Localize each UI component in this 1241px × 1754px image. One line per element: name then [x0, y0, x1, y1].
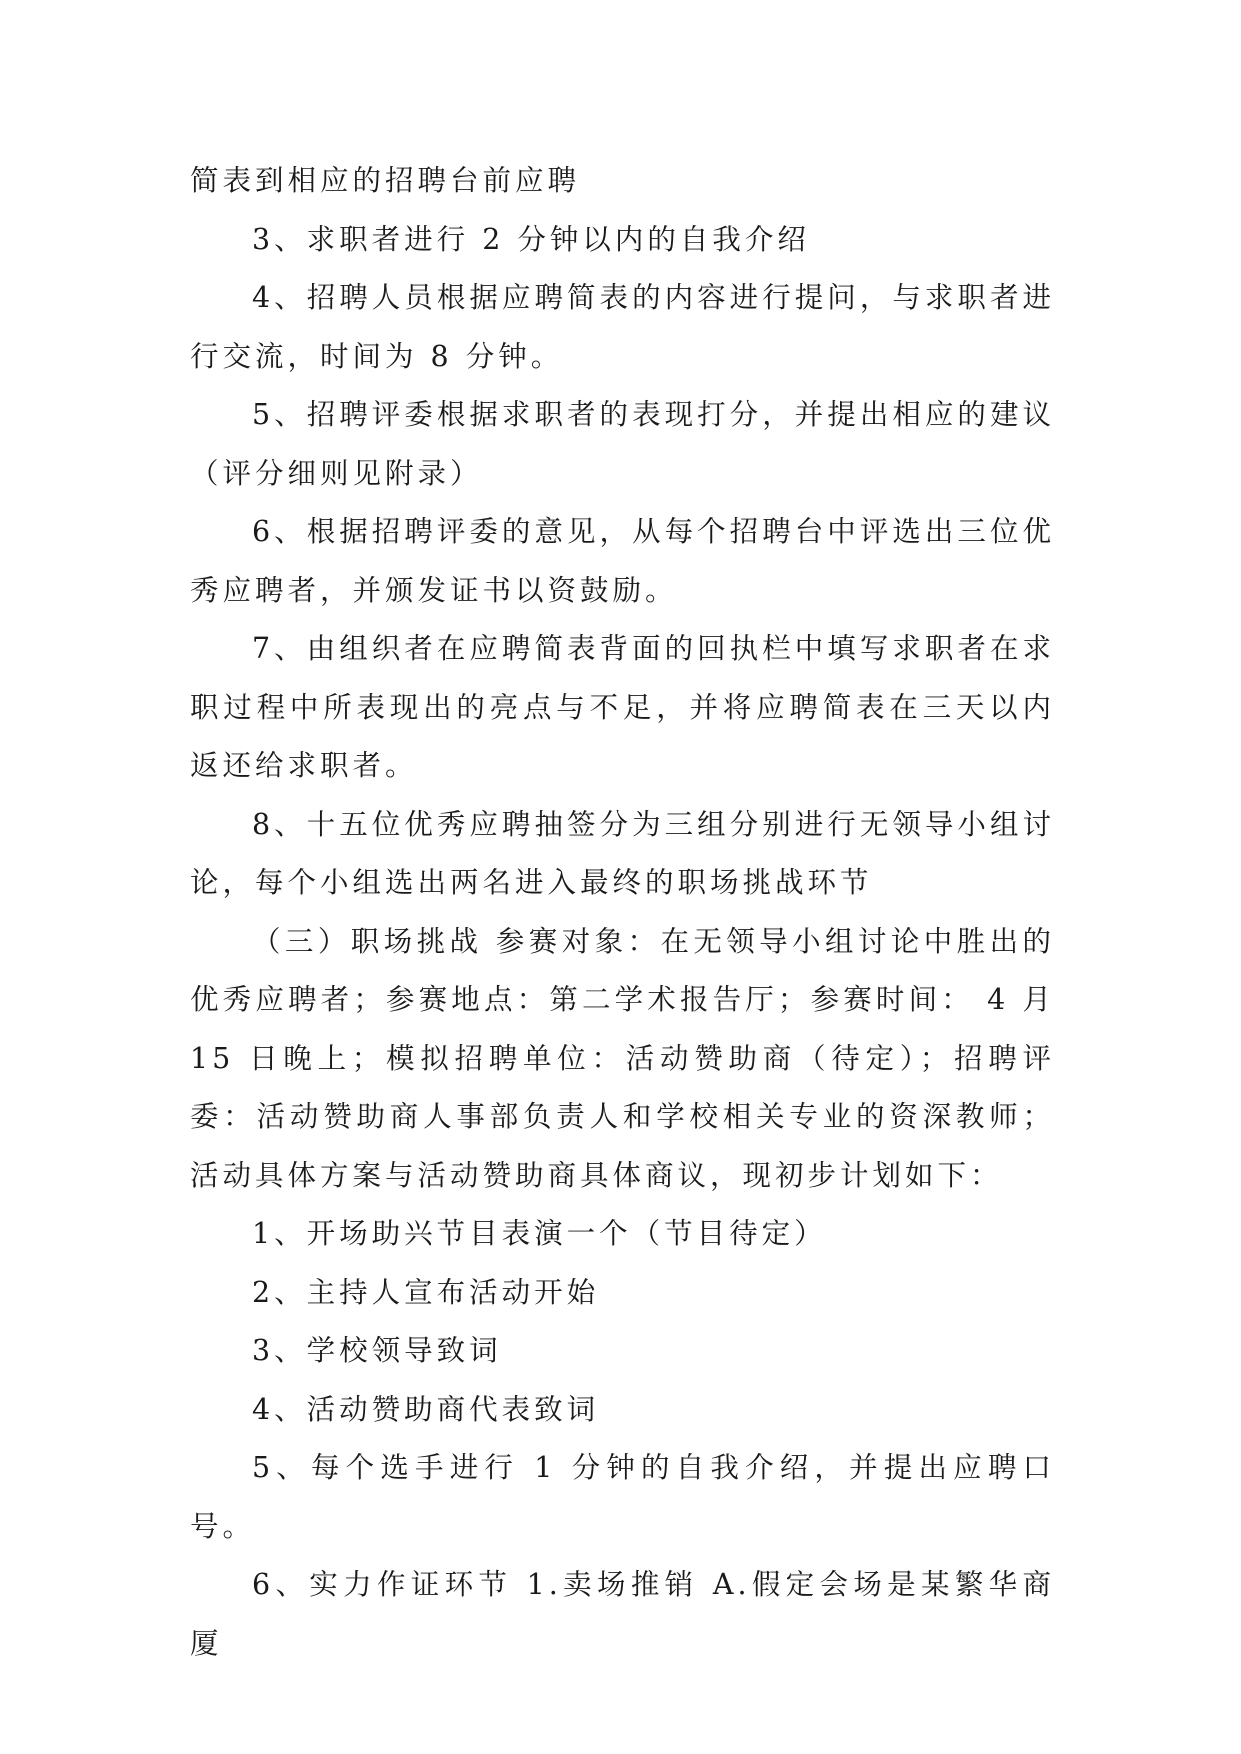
paragraph-item-7: 7、由组织者在应聘简表背面的回执栏中填写求职者在求职过程中所表现出的亮点与不足，并将应聘简表在三天以内返还给求职者。	[190, 632, 1055, 782]
paragraph-plan-5: 5、每个选手进行 1 分钟的自我介绍，并提出应聘口号。	[190, 1451, 1055, 1543]
paragraph-plan-2: 2、主持人宣布活动开始	[252, 1275, 600, 1309]
paragraph-item-4: 4、招聘人员根据应聘简表的内容进行提问，与求职者进行交流，时间为 8 分钟。	[190, 281, 1055, 373]
paragraph-plan-4: 4、活动赞助商代表致词	[252, 1392, 600, 1426]
document-body	[190, 152, 1055, 1673]
paragraph-item-6: 6、根据招聘评委的意见，从每个招聘台中评选出三位优秀应聘者，并颁发证书以资鼓励。	[190, 515, 1055, 607]
paragraph-item-8: 8、十五位优秀应聘抽签分为三组分别进行无领导小组讨论，每个小组选出两名进入最终的职场挑战环节	[190, 807, 1055, 899]
paragraph-item-3: 3、求职者进行 2 分钟以内的自我介绍	[252, 222, 810, 256]
paragraph-plan-1: 1、开场助兴节目表演一个（节目待定）	[252, 1217, 827, 1250]
paragraph-section-3: （三）职场挑战 参赛对象：在无领导小组讨论中胜出的优秀应聘者；参赛地点：第二学术报告厅；参赛时间： 4 月 15 日晚上；模拟招聘单位：活动赞助商（待定）；招聘评委：活动赞助商人事部负责人和学校相关专业的资深教师；活动具体方案与活动赞助商具体商议，现初步计划如下：	[190, 924, 1055, 1192]
paragraph-plan-6: 6、实力作证环节 1.卖场推销 A.假定会场是某繁华商厦	[190, 1568, 1055, 1660]
paragraph-plan-3: 3、学校领导致词	[252, 1334, 502, 1367]
paragraph-item-5: 5、招聘评委根据求职者的表现打分，并提出相应的建议（评分细则见附录）	[190, 398, 1055, 490]
paragraph-continuation: 简表到相应的招聘台前应聘	[190, 164, 581, 197]
